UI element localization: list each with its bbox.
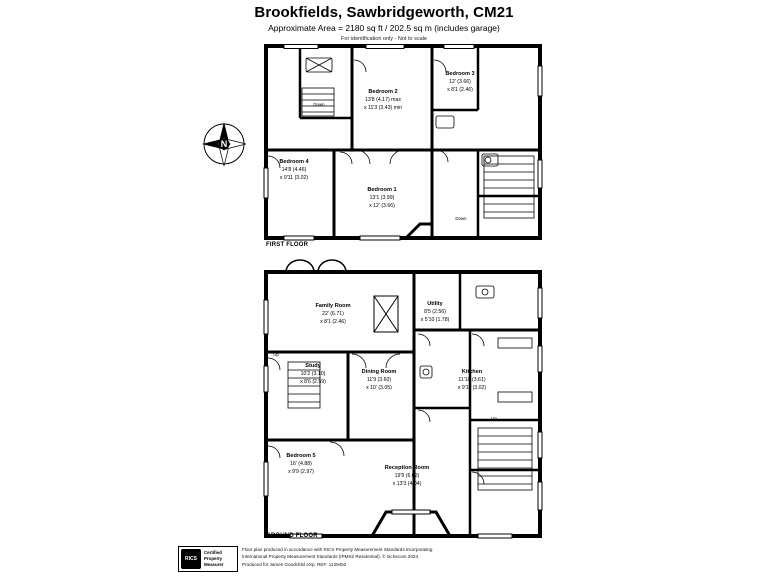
rics-line-1: Certified	[204, 550, 222, 556]
page-title: Brookfields, Sawbridgeworth, CM21	[254, 4, 514, 21]
room-dim-1: 19'9 (6.02)	[394, 473, 420, 480]
room-label-bedroom-2	[343, 88, 423, 112]
room-dim-2: x 13'3 (4.04)	[392, 480, 422, 487]
room-dim-1: 16' (4.88)	[290, 461, 312, 468]
rics-line-2: Property	[204, 556, 223, 562]
stair-annotation-down-1: Down	[313, 102, 325, 107]
room-label-utility	[412, 300, 458, 324]
floor-label-first: FIRST FLOOR	[266, 242, 309, 248]
room-label-bedroom-3	[432, 70, 488, 94]
stair-annotation-up-1: Up	[273, 352, 279, 357]
room-dim-1: 22' (6.71)	[322, 311, 344, 318]
room-name: Bedroom 5	[286, 453, 316, 459]
footer-text	[242, 546, 432, 568]
room-dim-1: 13'8 (4.17) max	[365, 97, 401, 104]
footer-line-3: Produced for James Goodchild eXp. REF: 1129452	[242, 561, 347, 567]
room-label-kitchen	[444, 368, 500, 392]
room-name: Utility	[427, 301, 443, 307]
rics-logo: RICS	[181, 549, 201, 569]
room-name: Bedroom 1	[367, 187, 397, 193]
room-dim-2: x 11'3 (3.43) min	[363, 104, 403, 111]
room-dim-2: x 10' (3.05)	[366, 384, 392, 391]
room-name: Bedroom 4	[279, 159, 309, 165]
room-name: Study	[305, 363, 321, 369]
rics-line-3: Measurer	[204, 561, 224, 567]
room-dim-2: x 9'11 (3.02)	[279, 174, 309, 181]
room-dim-1: 12' (3.66)	[449, 79, 471, 86]
stair-annotation-down-2: Down	[455, 216, 467, 221]
room-dim-2: x 8'1 (2.46)	[447, 86, 473, 93]
room-dim-2: x 8'6 (2.59)	[300, 378, 326, 385]
room-name: Bedroom 3	[445, 71, 475, 77]
floor-label-ground: GROUND FLOOR	[266, 533, 318, 539]
room-name: Family Room	[315, 303, 351, 309]
room-dim-1: 11'9 (3.60)	[366, 377, 392, 384]
rics-badge-text	[204, 550, 224, 568]
room-label-bedroom-1	[350, 186, 414, 210]
room-label-dining-room	[348, 368, 410, 392]
compass-north-label: N	[220, 139, 228, 149]
room-dim-1: 13'1 (3.99)	[369, 195, 395, 202]
room-label-family-room	[300, 302, 366, 326]
room-dim-1: 11'10 (3.61)	[458, 377, 486, 384]
rics-certified-badge	[178, 546, 238, 572]
room-dim-1: 14'8 (4.46)	[281, 167, 307, 174]
room-dim-2: x 9'9 (2.97)	[288, 468, 314, 475]
room-dim-1: 10'2 (3.10)	[300, 371, 326, 378]
stair-annotation-up-2: Up	[491, 416, 497, 421]
room-label-bedroom-5	[272, 452, 330, 476]
footer	[178, 546, 598, 572]
room-dim-2: x 12' (3.66)	[369, 202, 395, 209]
room-dim-2: x 8'1 (2.46)	[320, 318, 346, 325]
footer-line-1: Floor plan produced in accordance with RICS Property Measurement Standards incorporating	[242, 547, 433, 552]
area-subtitle: Approximate Area = 2180 sq ft / 202.5 sq m (includes garage)	[268, 23, 500, 33]
room-dim-2: x 5'10 (1.78)	[420, 316, 450, 323]
room-label-reception-room	[374, 464, 440, 488]
room-label-study	[288, 362, 338, 386]
room-dim-2: x 9'11 (3.02)	[457, 384, 487, 391]
room-label-bedroom-4	[262, 158, 326, 182]
disclaimer-text: For identification only - Not to scale	[341, 36, 427, 42]
room-name: Kitchen	[461, 369, 483, 375]
room-name: Reception Room	[384, 465, 430, 471]
room-dim-1: 8'5 (2.56)	[424, 309, 446, 316]
footer-line-2: International Property Measurement Standards (IPMS2 Residential). © nichecom 2024.	[242, 554, 420, 560]
room-name: Dining Room	[361, 369, 397, 375]
room-name: Bedroom 2	[368, 89, 398, 95]
